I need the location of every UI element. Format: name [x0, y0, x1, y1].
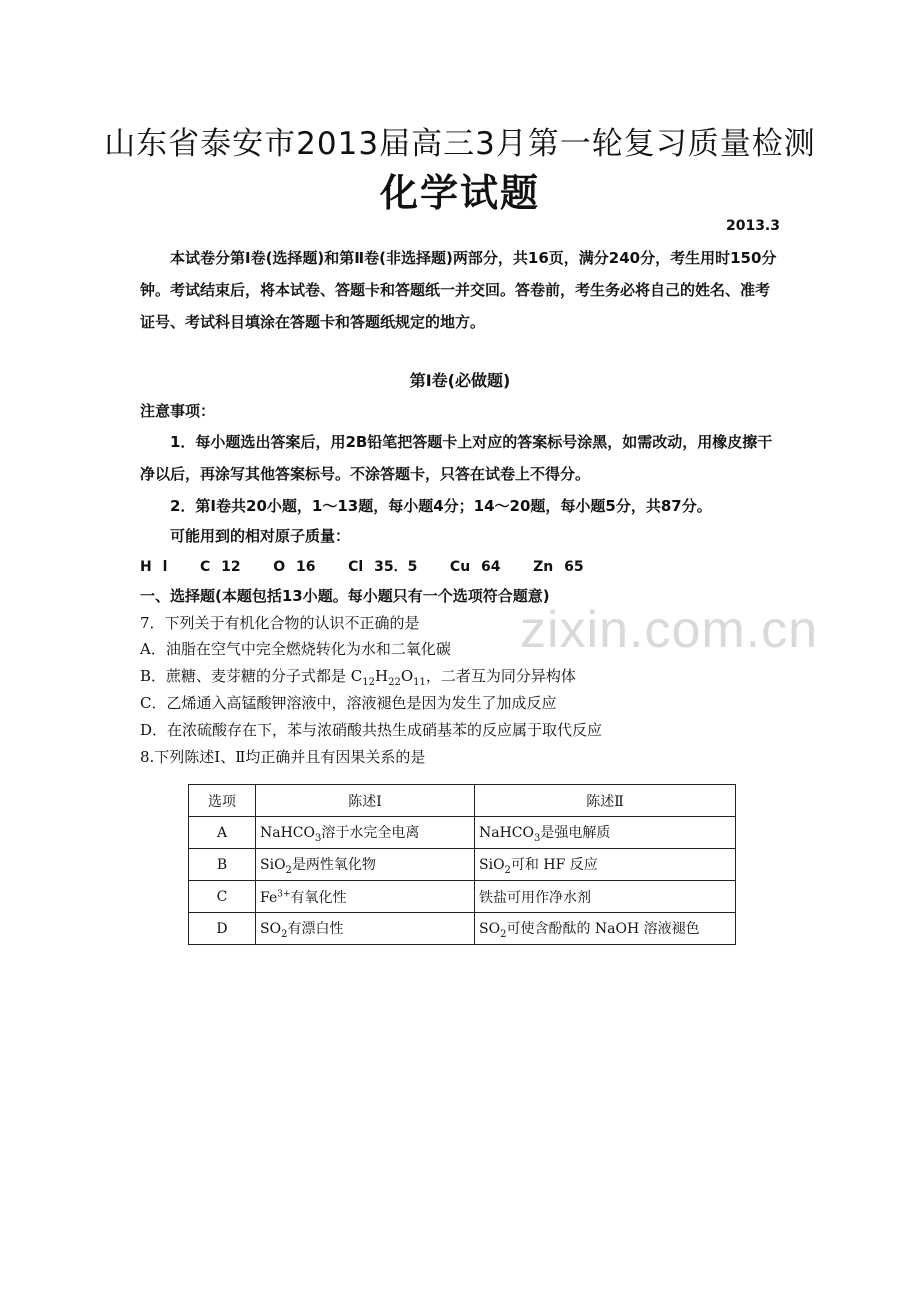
watermark: zixin.com.cn [520, 601, 819, 659]
question-7-option-b [140, 665, 576, 688]
atomic-mass-label: 可能用到的相对原子质量： [170, 527, 351, 545]
option-cell: B [189, 849, 256, 881]
column-header: 陈述Ⅱ [475, 785, 736, 817]
subscript: 3 [315, 832, 322, 844]
subscript: 2 [285, 864, 292, 876]
atomic-masses: H l C 12 O 16 Cl 35．5 Cu 64 Zn 65 [140, 559, 584, 575]
question-7-option-d: D．在浓硫酸存在下，苯与浓硝酸共热生成硝基苯的反应属于取代反应 [140, 721, 603, 739]
superscript: 3+ [277, 888, 291, 899]
question-8-stem: 8.下列陈述Ⅰ、Ⅱ均正确并且有因果关系的是 [140, 748, 426, 766]
statement-2-cell [475, 913, 736, 945]
statement-2-cell [475, 817, 736, 849]
formula-part: Fe [260, 889, 278, 906]
option-b-tail: ，二者互为同分异构体 [425, 667, 576, 685]
part-heading: 一、选择题(本题包括13小题。每小题只有一个选项符合题意) [140, 587, 550, 605]
statement-text: 可使含酚酞的 NaOH 溶液褪色 [506, 920, 700, 937]
statement-1-cell [256, 913, 475, 945]
statement-text: 有氧化性 [290, 889, 347, 906]
subscript: 2 [504, 864, 511, 876]
table-row [189, 913, 736, 945]
notice-label: 注意事项： [140, 402, 216, 420]
statement-1-cell [256, 849, 475, 881]
subject-title: 化学试题 [379, 171, 540, 215]
option-b-text: B．蔗糖、麦芽糖的分子式都是 C [140, 667, 363, 685]
table-row [189, 881, 736, 913]
question-7-stem: 7．下列关于有机化合物的认识不正确的是 [140, 614, 420, 632]
subscript: 22 [388, 677, 401, 688]
column-header: 陈述Ⅰ [256, 785, 475, 817]
statements-table [188, 784, 736, 945]
formula-part: SiO [260, 856, 286, 873]
formula-part: SO [479, 920, 501, 937]
statement-text: 有漂白性 [287, 920, 344, 937]
formula-part: SiO [479, 856, 505, 873]
subscript: 2 [281, 928, 288, 940]
subscript: 2 [500, 928, 507, 940]
statement-text: 是强电解质 [540, 824, 611, 841]
subscript: 12 [362, 677, 376, 688]
notice-item-1: 1．每小题选出答案后，用2B铅笔把答题卡上对应的答案标号涂黑，如需改动，用橡皮擦干净以后，再涂写其他答案标号。不涂答题卡，只答在试卷上不得分。 [140, 433, 773, 483]
statement-2-cell [475, 849, 736, 881]
question-7-option-a: A．油脂在空气中完全燃烧转化为水和二氧化碳 [140, 640, 451, 658]
section-heading: 第Ⅰ卷(必做题) [409, 371, 511, 390]
column-header: 选项 [189, 785, 256, 817]
formula-part: H [375, 667, 389, 685]
statement-text: 可和 HF 反应 [510, 856, 598, 873]
option-cell: C [189, 881, 256, 913]
formula-part: NaHCO [260, 824, 315, 841]
table-row [189, 849, 736, 881]
formula-part: SO [260, 920, 282, 937]
question-7-option-c: C．乙烯通入高锰酸钾溶液中，溶液褪色是因为发生了加成反应 [140, 694, 557, 712]
notice-item-2: 2．第Ⅰ卷共20小题，1～13题，每小题4分；14～20题，每小题5分，共87分。 [170, 497, 712, 515]
statement-text: 溶于水完全电离 [321, 824, 420, 841]
statement-1-cell [256, 817, 475, 849]
exam-date: 2013.3 [725, 218, 780, 234]
statement-text: 是两性氧化物 [291, 856, 376, 873]
table-row [189, 817, 736, 849]
subscript: 3 [534, 832, 541, 844]
option-cell: D [189, 913, 256, 945]
formula-part: O [400, 667, 414, 685]
formula-part: NaHCO [479, 824, 534, 841]
statement-1-cell [256, 881, 475, 913]
option-cell: A [189, 817, 256, 849]
statement-2-cell: 铁盐可用作净水剂 [475, 881, 736, 913]
subscript: 11 [413, 677, 426, 688]
table-header-row [189, 785, 736, 817]
exam-title: 山东省泰安市2013届高三3月第一轮复习质量检测 [104, 126, 816, 162]
intro-paragraph: 本试卷分第Ⅰ卷(选择题)和第Ⅱ卷(非选择题)两部分，共16页，满分240分，考生用时150分钟。考试结束后，将本试卷、答题卡和答题纸一并交回。答卷前，考生务必将自己的姓名、准考证号、考试科目填涂在答题卡和答题纸规定的地方。 [140, 249, 777, 331]
